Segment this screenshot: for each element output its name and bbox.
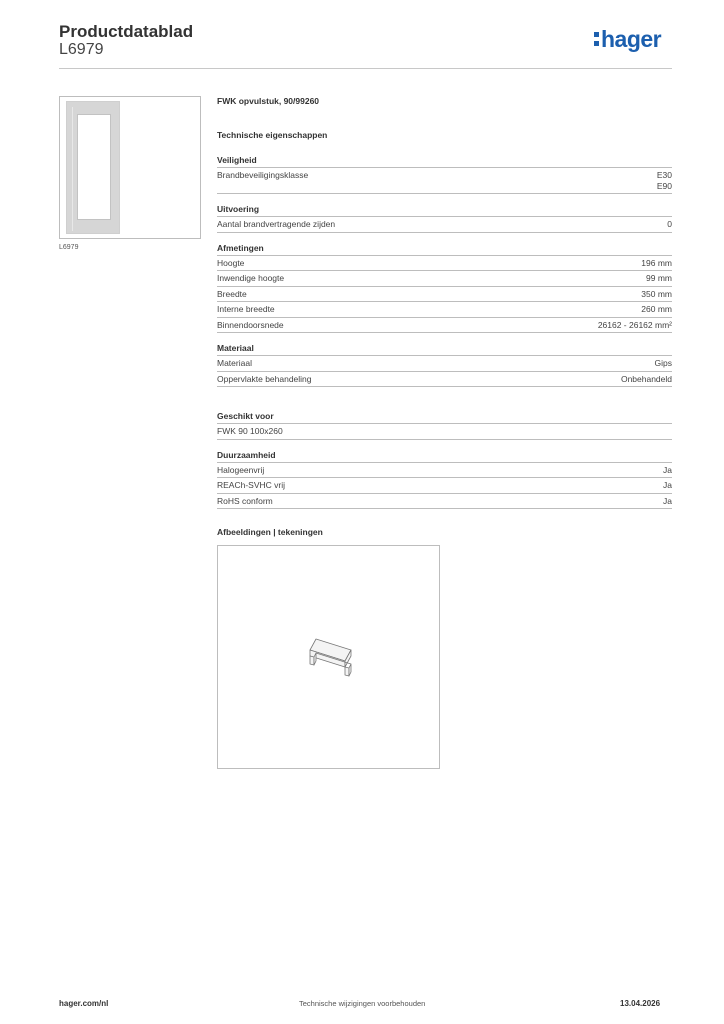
spec-label: REACh-SVHC vrij bbox=[217, 480, 286, 490]
spec-value: 99 mm bbox=[646, 273, 672, 283]
logo-dots-icon bbox=[594, 32, 599, 46]
section-afmetingen bbox=[217, 243, 672, 334]
spec-main bbox=[217, 96, 672, 519]
product-drawing-icon bbox=[218, 546, 439, 768]
spec-value: Ja bbox=[663, 464, 672, 475]
spec-row bbox=[217, 256, 672, 272]
spec-row bbox=[217, 271, 672, 287]
spec-label: Interne breedte bbox=[217, 304, 275, 314]
spec-row bbox=[217, 463, 672, 479]
drawing-box bbox=[217, 545, 440, 769]
spec-label: Aantal brandvertragende zijden bbox=[217, 219, 336, 229]
photo-caption: L6979 bbox=[59, 244, 79, 251]
logo-text: hager bbox=[601, 26, 662, 52]
spec-label: Halogeenvrij bbox=[217, 464, 265, 475]
footer-disclaimer: Technische wijzigingen voorbehouden bbox=[299, 999, 426, 1008]
spec-label: FWK 90 100x260 bbox=[217, 426, 283, 436]
hager-logo bbox=[594, 26, 661, 53]
spec-label: Materiaal bbox=[217, 358, 252, 368]
spec-row bbox=[217, 372, 672, 388]
tech-heading: Technische eigenschappen bbox=[217, 130, 328, 140]
spec-row bbox=[217, 287, 672, 303]
spec-label: Hoogte bbox=[217, 257, 245, 268]
spec-row bbox=[217, 217, 672, 233]
product-photo bbox=[59, 96, 201, 239]
spec-row bbox=[217, 478, 672, 494]
section-title: Afmetingen bbox=[217, 243, 672, 256]
section-title: Materiaal bbox=[217, 343, 672, 356]
spec-value: E30 E90 bbox=[656, 170, 672, 191]
section-title: Duurzaamheid bbox=[217, 450, 672, 463]
spec-row bbox=[217, 424, 672, 440]
spec-row bbox=[217, 356, 672, 372]
spec-value: Onbehandeld bbox=[620, 373, 672, 384]
spec-row bbox=[217, 318, 672, 334]
section-duurzaamheid bbox=[217, 450, 672, 510]
header-divider bbox=[59, 68, 672, 69]
spec-value: 350 mm bbox=[641, 288, 672, 299]
section-title: Veiligheid bbox=[217, 155, 672, 168]
footer-website-link[interactable]: hager.com/nl bbox=[59, 999, 109, 1008]
section-veiligheid bbox=[217, 155, 672, 194]
spec-label: Inwendige hoogte bbox=[217, 273, 285, 283]
spec-value: Ja bbox=[663, 480, 672, 490]
spec-value: 26162 - 26162 mm² bbox=[597, 319, 672, 330]
header-title: Productdatablad bbox=[59, 22, 194, 41]
footer-date: 13.04.2026 bbox=[620, 999, 661, 1008]
section-materiaal bbox=[217, 343, 672, 387]
spec-value: 260 mm bbox=[641, 304, 672, 314]
section-title: Geschikt voor bbox=[217, 411, 672, 424]
spec-row bbox=[217, 494, 672, 510]
section-uitvoering bbox=[217, 204, 672, 233]
spec-row bbox=[217, 168, 672, 194]
header-product-code: L6979 bbox=[59, 41, 104, 58]
section-geschikt-voor bbox=[217, 411, 672, 440]
spec-label: RoHS conform bbox=[217, 495, 273, 506]
spec-row bbox=[217, 302, 672, 318]
images-heading: Afbeeldingen | tekeningen bbox=[217, 527, 323, 537]
spec-label: Binnendoorsnede bbox=[217, 319, 284, 330]
section-title: Uitvoering bbox=[217, 204, 672, 217]
frame-photo-icon bbox=[66, 101, 120, 234]
spec-value: 196 mm bbox=[641, 257, 672, 268]
spec-value: 0 bbox=[667, 219, 672, 229]
spec-value: Ja bbox=[663, 495, 672, 506]
spec-value: Gips bbox=[654, 358, 672, 368]
spec-label: Breedte bbox=[217, 288, 247, 299]
spec-label: Oppervlakte behandeling bbox=[217, 373, 312, 384]
product-name: FWK opvulstuk, 90/99260 bbox=[217, 96, 320, 106]
spec-label: Brandbeveiligingsklasse bbox=[217, 170, 309, 180]
